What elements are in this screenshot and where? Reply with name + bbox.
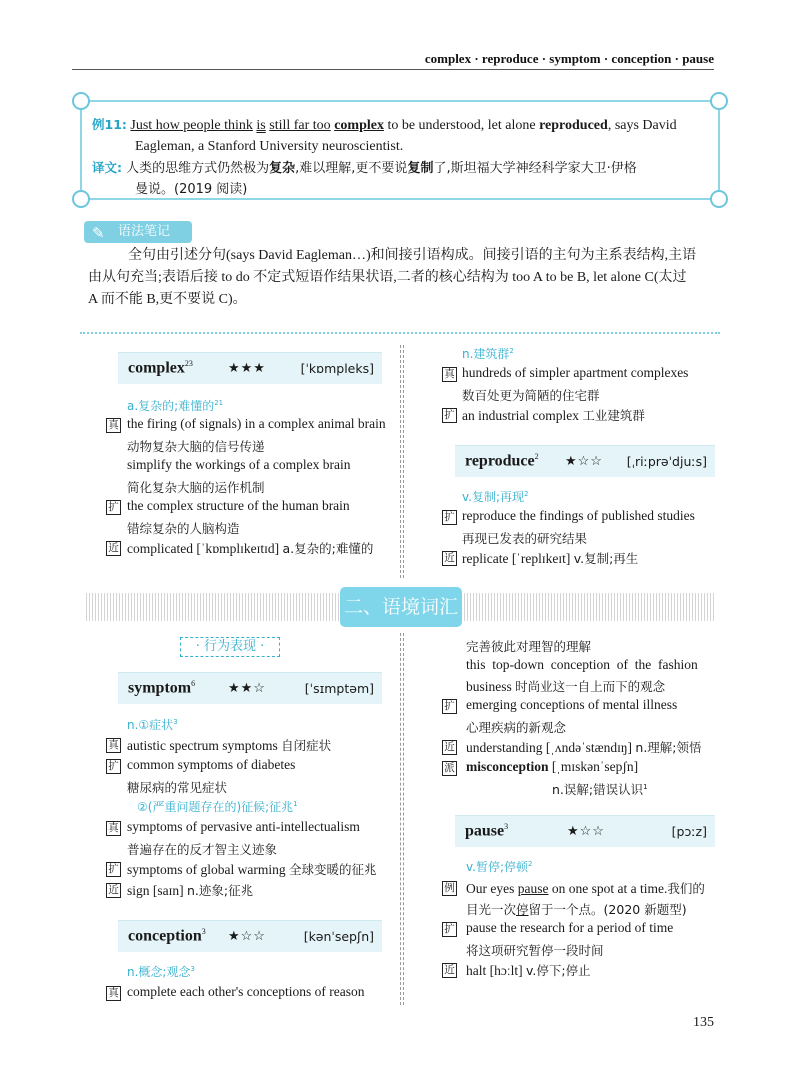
mark-real-exam: 真: [442, 367, 457, 382]
entry-header-conception: [118, 920, 382, 952]
part-of-speech: v.复制;再现$^2$: [462, 490, 529, 504]
example-translation: 再现已发表的研究结果: [462, 531, 588, 546]
phonetic: [ˈsɪmptəm]: [304, 681, 374, 696]
example-translation: 错综复杂的人脑构造: [127, 521, 240, 536]
example-translation: 目光一次停留于一个点。(2020 新题型): [466, 902, 687, 917]
phonetic: [ˈkɒmpleks]: [300, 361, 374, 376]
example-phrase: an industrial complex 工业建筑群: [462, 408, 645, 423]
synonym: replicate [ˈreplɪkeɪt] v.复制;再生: [462, 551, 639, 566]
predicative: still far too: [269, 118, 331, 133]
mark-derivative: 派: [442, 761, 457, 776]
example-phrase: hundreds of simpler apartment complexes: [462, 365, 689, 380]
example-translation: 普遍存在的反才智主义迹象: [127, 842, 278, 857]
example-translation: 完善彼此对理智的理解: [466, 639, 592, 654]
corner-ornament: [710, 92, 728, 110]
derivative-translation: n.误解;错误认识$^1$: [552, 782, 648, 797]
mark-synonym: 近: [106, 541, 121, 556]
mark-real-exam: 真: [106, 821, 121, 836]
example-phrase: this top-down conception of the fashion: [466, 657, 698, 672]
mark-synonym: 近: [442, 740, 457, 755]
section-title: 二、语境词汇: [340, 587, 462, 627]
headword: complex$^{23}$: [128, 359, 193, 377]
example-phrase: complete each other's conceptions of reason: [127, 984, 365, 999]
headword: reproduce$^2$: [465, 452, 539, 470]
frequency-stars: ★☆☆: [565, 454, 603, 469]
keyword-reproduced: reproduced: [539, 118, 608, 133]
mark-real-exam: 真: [106, 418, 121, 433]
mark-real-exam: 真: [106, 986, 121, 1001]
page-number: 135: [693, 1015, 714, 1030]
mark-extend: 扩: [442, 408, 457, 423]
phonetic: [pɔːz]: [671, 824, 707, 839]
example-translation: 心理疾病的新观念: [466, 720, 567, 735]
part-of-speech: ②(严重问题存在的)征候;征兆$^1$: [137, 800, 298, 814]
part-of-speech: n.①症状$^3$: [127, 718, 178, 732]
example-phrase: emerging conceptions of mental illness: [466, 697, 678, 712]
pen-icon: ✎: [92, 224, 105, 242]
frequency-stars: ★☆☆: [228, 929, 266, 944]
mark-extend: 扩: [442, 699, 457, 714]
synonym: sign [saɪn] n.迹象;征兆: [127, 883, 254, 898]
mark-synonym: 近: [442, 963, 457, 978]
category-tag: · 行为表现 ·: [180, 637, 280, 657]
headword: symptom$^6$: [128, 679, 196, 697]
mark-synonym: 近: [106, 883, 121, 898]
mark-synonym: 近: [442, 551, 457, 566]
example-phrase: business 时尚业这一自上而下的观念: [466, 679, 666, 694]
sentence-text: , says David: [607, 118, 677, 133]
sentence-text: Eagleman, a Stanford University neuroscientist.: [135, 139, 404, 154]
keyword-complex: complex: [334, 118, 384, 133]
mark-real-exam: 真: [106, 738, 121, 753]
dotted-divider: [80, 332, 720, 334]
synonym: halt [hɔːlt] v.停下;停止: [466, 963, 591, 978]
headword: conception$^3$: [128, 927, 206, 945]
translation-text: ,难以理解,更不要说: [295, 161, 408, 176]
example-translation: 糖尿病的常见症状: [127, 780, 228, 795]
part-of-speech: n.概念;观念$^3$: [127, 965, 195, 979]
example-phrase: the firing (of signals) in a complex animal brain: [127, 416, 386, 431]
sentence-text: to be understood, let alone: [387, 118, 536, 133]
frequency-stars: ★★★: [228, 361, 266, 376]
grammar-note-title: 语法笔记: [118, 224, 171, 239]
example-sentence: Our eyes pause on one spot at a time.我们的: [466, 881, 705, 896]
running-header: complex · reproduce · symptom · conception · pause: [424, 51, 714, 66]
mark-extend: 扩: [106, 862, 121, 877]
translation-text: 了,斯坦福大学神经科学家大卫·伊格: [433, 161, 637, 176]
part-of-speech: a.复杂的;难懂的$^{21}$: [127, 399, 224, 413]
example-label: 例11:: [92, 117, 127, 132]
mark-example: 例: [442, 881, 457, 896]
translation-text: 曼说。(2019 阅读): [135, 182, 248, 197]
example-phrase: reproduce the findings of published studies: [462, 508, 695, 523]
translation-keyword: 复制: [407, 161, 434, 176]
example-phrase: autistic spectrum symptoms 自闭症状: [127, 738, 332, 753]
translation-keyword: 复杂: [269, 161, 296, 176]
header-rule: [72, 69, 714, 70]
example-translation: 将这项研究暂停一段时间: [466, 943, 604, 958]
frequency-stars: ★★☆: [228, 681, 266, 696]
column-divider: [400, 345, 404, 578]
mark-extend: 扩: [442, 510, 457, 525]
mark-extend: 扩: [442, 922, 457, 937]
synonym: understanding [ˌʌndəˈstændɪŋ] n.理解;领悟: [466, 740, 702, 755]
example-phrase: pause the research for a period of time: [466, 920, 674, 935]
mark-extend: 扩: [106, 759, 121, 774]
entry-header-pause: [455, 815, 715, 847]
column-divider: [400, 633, 404, 1005]
verb-is: is: [256, 118, 266, 133]
example-phrase: symptoms of global warming 全球变暖的征兆: [127, 862, 377, 877]
phonetic: [kənˈsepʃn]: [303, 929, 374, 944]
corner-ornament: [72, 92, 90, 110]
example-phrase: the complex structure of the human brain: [127, 498, 350, 513]
example-translation: 简化复杂大脑的运作机制: [127, 480, 265, 495]
derivative: misconception [ˌmɪskənˈsepʃn]: [466, 759, 639, 774]
grammar-note-tag: [84, 221, 192, 243]
corner-ornament: [72, 190, 90, 208]
example-translation: 动物复杂大脑的信号传递: [127, 439, 265, 454]
entry-header-reproduce: [455, 445, 715, 477]
subject-clause: Just how people think: [130, 118, 253, 133]
entry-header-complex: [118, 352, 382, 384]
grammar-line: 全句由引述分句(says David Eagleman…)和间接引语构成。间接引语的主句为主系表结构,主语: [128, 248, 697, 263]
example-phrase: simplify the workings of a complex brain: [127, 457, 351, 472]
corner-ornament: [710, 190, 728, 208]
synonym: complicated [ˈkɒmplɪkeɪtɪd] a.复杂的;难懂的: [127, 541, 374, 556]
translation-text: 人类的思维方式仍然极为: [126, 161, 270, 176]
example-translation: 数百处更为简陋的住宅群: [462, 388, 600, 403]
example-phrase: symptoms of pervasive anti-intellectualism: [127, 819, 360, 834]
grammar-line: A 而不能 B,更不要说 C)。: [88, 292, 247, 307]
entry-header-symptom: [118, 672, 382, 704]
part-of-speech: v.暂停;停顿$^2$: [466, 860, 533, 874]
grammar-note-text: [88, 245, 706, 311]
example-sentence: [92, 114, 710, 200]
translation-label: 译文:: [92, 160, 122, 175]
frequency-stars: ★☆☆: [567, 824, 605, 839]
phonetic: [ˌriːprəˈdjuːs]: [626, 454, 707, 469]
mark-extend: 扩: [106, 500, 121, 515]
part-of-speech: n.建筑群$^2$: [462, 347, 514, 361]
headword: pause$^3$: [465, 822, 509, 840]
example-phrase: common symptoms of diabetes: [127, 757, 296, 772]
grammar-line: 由从句充当;表语后接 to do 不定式短语作结果状语,二者的核心结构为 too A to be B, let alone C(太过: [88, 270, 687, 285]
